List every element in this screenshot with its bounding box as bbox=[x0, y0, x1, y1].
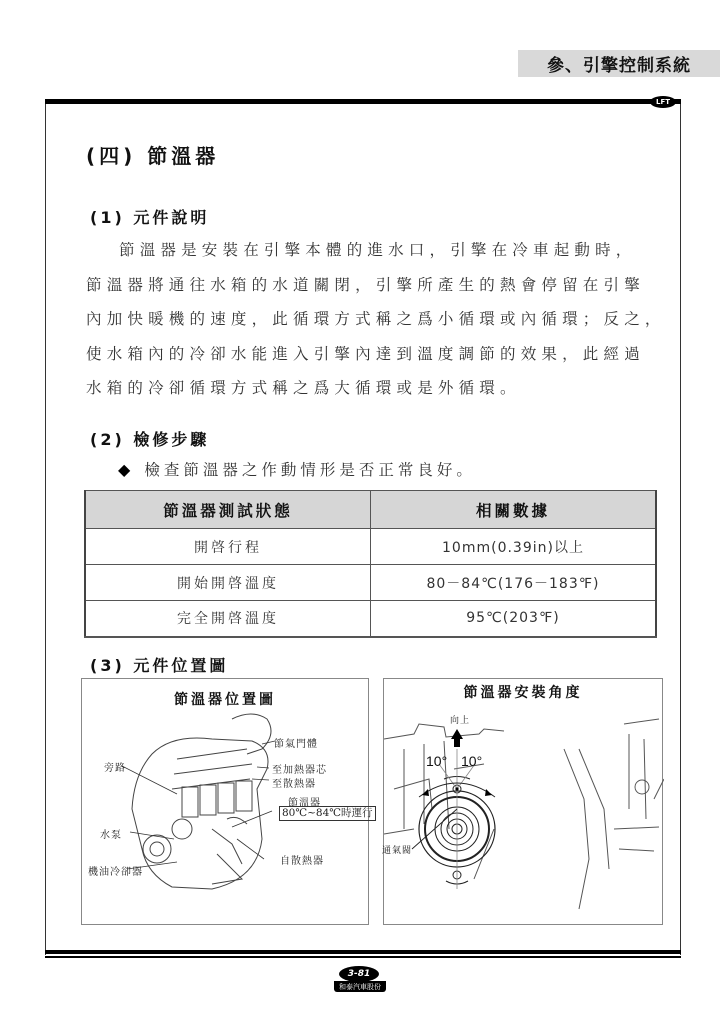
table-cell-value: 80－84℃(176－183℉) bbox=[371, 565, 657, 601]
table-cell-state: 完全開啓溫度 bbox=[85, 601, 371, 637]
label-throttle-body: 節氣門體 bbox=[274, 739, 318, 750]
table-header-cell: 相關數據 bbox=[371, 491, 657, 529]
section-title: (四) 節溫器 bbox=[86, 144, 220, 168]
corner-badge: LFT bbox=[650, 96, 676, 108]
label-to-radiator: 至散熱器 bbox=[272, 779, 316, 790]
figure-thermostat-angle bbox=[383, 678, 663, 925]
label-oil-cooler: 機油冷卻器 bbox=[88, 867, 143, 878]
label-up: 向上 bbox=[450, 716, 471, 726]
table-cell-state: 開始開啓溫度 bbox=[85, 565, 371, 601]
engine-diagram-illustration bbox=[82, 679, 370, 926]
page-number: 3-81 bbox=[339, 966, 379, 982]
up-arrow-icon bbox=[451, 729, 463, 747]
label-thermostat: 節溫器 bbox=[288, 798, 321, 809]
table-cell-value: 10mm(0.39in)以上 bbox=[371, 529, 657, 565]
thermostat-angle-illustration bbox=[384, 679, 664, 926]
label-water-pump: 水泵 bbox=[100, 830, 122, 841]
inspection-step bbox=[118, 458, 476, 480]
subsection-title-location: (3) 元件位置圖 bbox=[90, 656, 229, 675]
label-from-radiator: 自散熱器 bbox=[280, 856, 324, 867]
label-thermostat-operation: 80℃~84℃時運行 bbox=[279, 806, 376, 821]
description-paragraph bbox=[86, 233, 666, 406]
label-angle-right: 10° bbox=[461, 753, 483, 769]
subsection-title-description: (1) 元件說明 bbox=[90, 208, 210, 227]
description-line: 節溫器是安裝在引擎本體的進水口，引擎在冷車起動時， bbox=[119, 241, 637, 259]
label-bypass: 旁路 bbox=[104, 763, 126, 774]
publisher-mark: 和泰汽車股份 bbox=[334, 981, 386, 992]
table-cell-state: 開啓行程 bbox=[85, 529, 371, 565]
label-angle-left: 10° bbox=[426, 753, 448, 769]
description-line: 水箱的冷卻循環方式稱之爲大循環或是外循環。 bbox=[86, 379, 521, 397]
spec-table bbox=[84, 490, 657, 638]
description-line: 節溫器將通往水箱的水道關閉，引擎所產生的熱會停留在引擎 bbox=[86, 275, 645, 294]
table-row bbox=[85, 601, 656, 637]
table-cell-value: 95℃(203℉) bbox=[371, 601, 657, 637]
figure-thermostat-location bbox=[81, 678, 373, 925]
figure-title: 節溫器安裝角度 bbox=[463, 685, 583, 701]
description-line: 內加快暖機的速度，此循環方式稱之爲小循環或內循環；反之， bbox=[86, 310, 666, 328]
subsection-title-inspection: (2) 檢修步驟 bbox=[90, 430, 210, 449]
top-rule bbox=[45, 99, 681, 104]
table-header-cell: 節溫器測試狀態 bbox=[85, 491, 371, 529]
table-row bbox=[85, 529, 656, 565]
description-line: 使水箱內的冷卻水能進入引擎內達到溫度調節的效果，此經過 bbox=[86, 344, 645, 363]
label-to-heater-core: 至加熱器芯 bbox=[272, 765, 327, 776]
table-header-row bbox=[85, 491, 656, 529]
bottom-rule bbox=[45, 950, 681, 954]
figure-title: 節溫器位置圖 bbox=[174, 692, 276, 708]
diamond-bullet-icon: ◆ bbox=[118, 459, 131, 479]
table-row bbox=[85, 565, 656, 601]
chapter-header: 參、引擎控制系統 bbox=[518, 50, 720, 77]
label-vent-valve: 通氣閥 bbox=[382, 846, 413, 856]
bottom-rule-thin bbox=[45, 956, 681, 958]
inspection-step-text: 檢查節溫器之作動情形是否正常良好。 bbox=[144, 461, 476, 479]
